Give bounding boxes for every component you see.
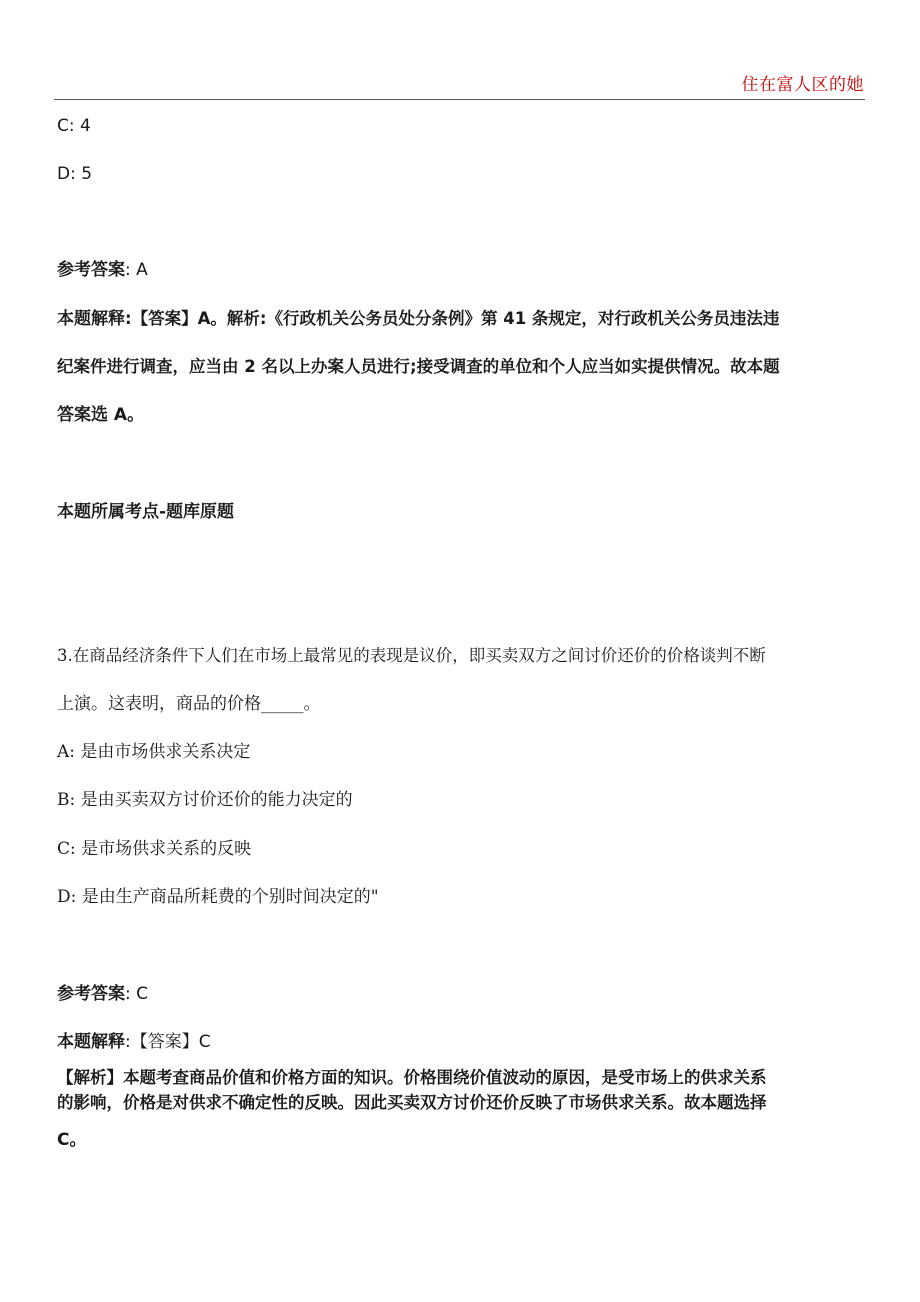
header-title: 住在富人区的她	[741, 75, 864, 95]
answer-label: 参考答案	[57, 260, 125, 280]
answer-row	[57, 260, 148, 280]
explanation-row	[57, 1032, 211, 1052]
question-stem-line: 3.在商品经济条件下人们在市场上最常见的表现是议价，即买卖双方之间讨价还价的价格谈判不断	[57, 646, 766, 665]
explanation-line: :【答案】A。解析:《行政机关公务员处分条例》第 41 条规定，对行政机关公务员违法违	[125, 309, 780, 328]
explanation-label: 本题解释	[57, 309, 125, 329]
option-d: D: 5	[57, 164, 93, 184]
header-divider	[54, 99, 865, 100]
explanation-line: 答案选 A。	[57, 405, 145, 425]
explanation-value: :【答案】C	[125, 1032, 211, 1052]
answer-value: : A	[125, 260, 148, 280]
analysis-line: 【解析】本题考查商品价值和价格方面的知识。价格围绕价值波动的原因，是受市场上的供求关系	[57, 1068, 767, 1087]
explanation-label: 本题解释	[57, 1032, 125, 1052]
option-c: C: 是市场供求关系的反映	[57, 839, 252, 859]
analysis-line: 的影响，价格是对供求不确定性的反映。因此买卖双方讨价还价反映了市场供求关系。故本题选择	[57, 1093, 767, 1112]
option-c: C: 4	[57, 116, 91, 136]
option-a: A: 是由市场供求关系决定	[57, 742, 251, 762]
question-stem-line: 上演。这表明，商品的价格_____。	[57, 694, 321, 714]
option-d: D: 是由生产商品所耗费的个别时间决定的"	[57, 887, 379, 907]
explanation-row	[57, 309, 779, 329]
analysis-line: C。	[57, 1130, 87, 1150]
explanation-line: 纪案件进行调查，应当由 2 名以上办案人员进行;接受调查的单位和个人应当如实提供情况。故本题	[57, 357, 780, 376]
answer-row	[57, 984, 148, 1004]
answer-label: 参考答案	[57, 984, 125, 1004]
knowledge-point: 本题所属考点-题库原题	[57, 502, 235, 522]
option-b: B: 是由买卖双方讨价还价的能力决定的	[57, 790, 353, 810]
answer-value: : C	[125, 984, 149, 1004]
